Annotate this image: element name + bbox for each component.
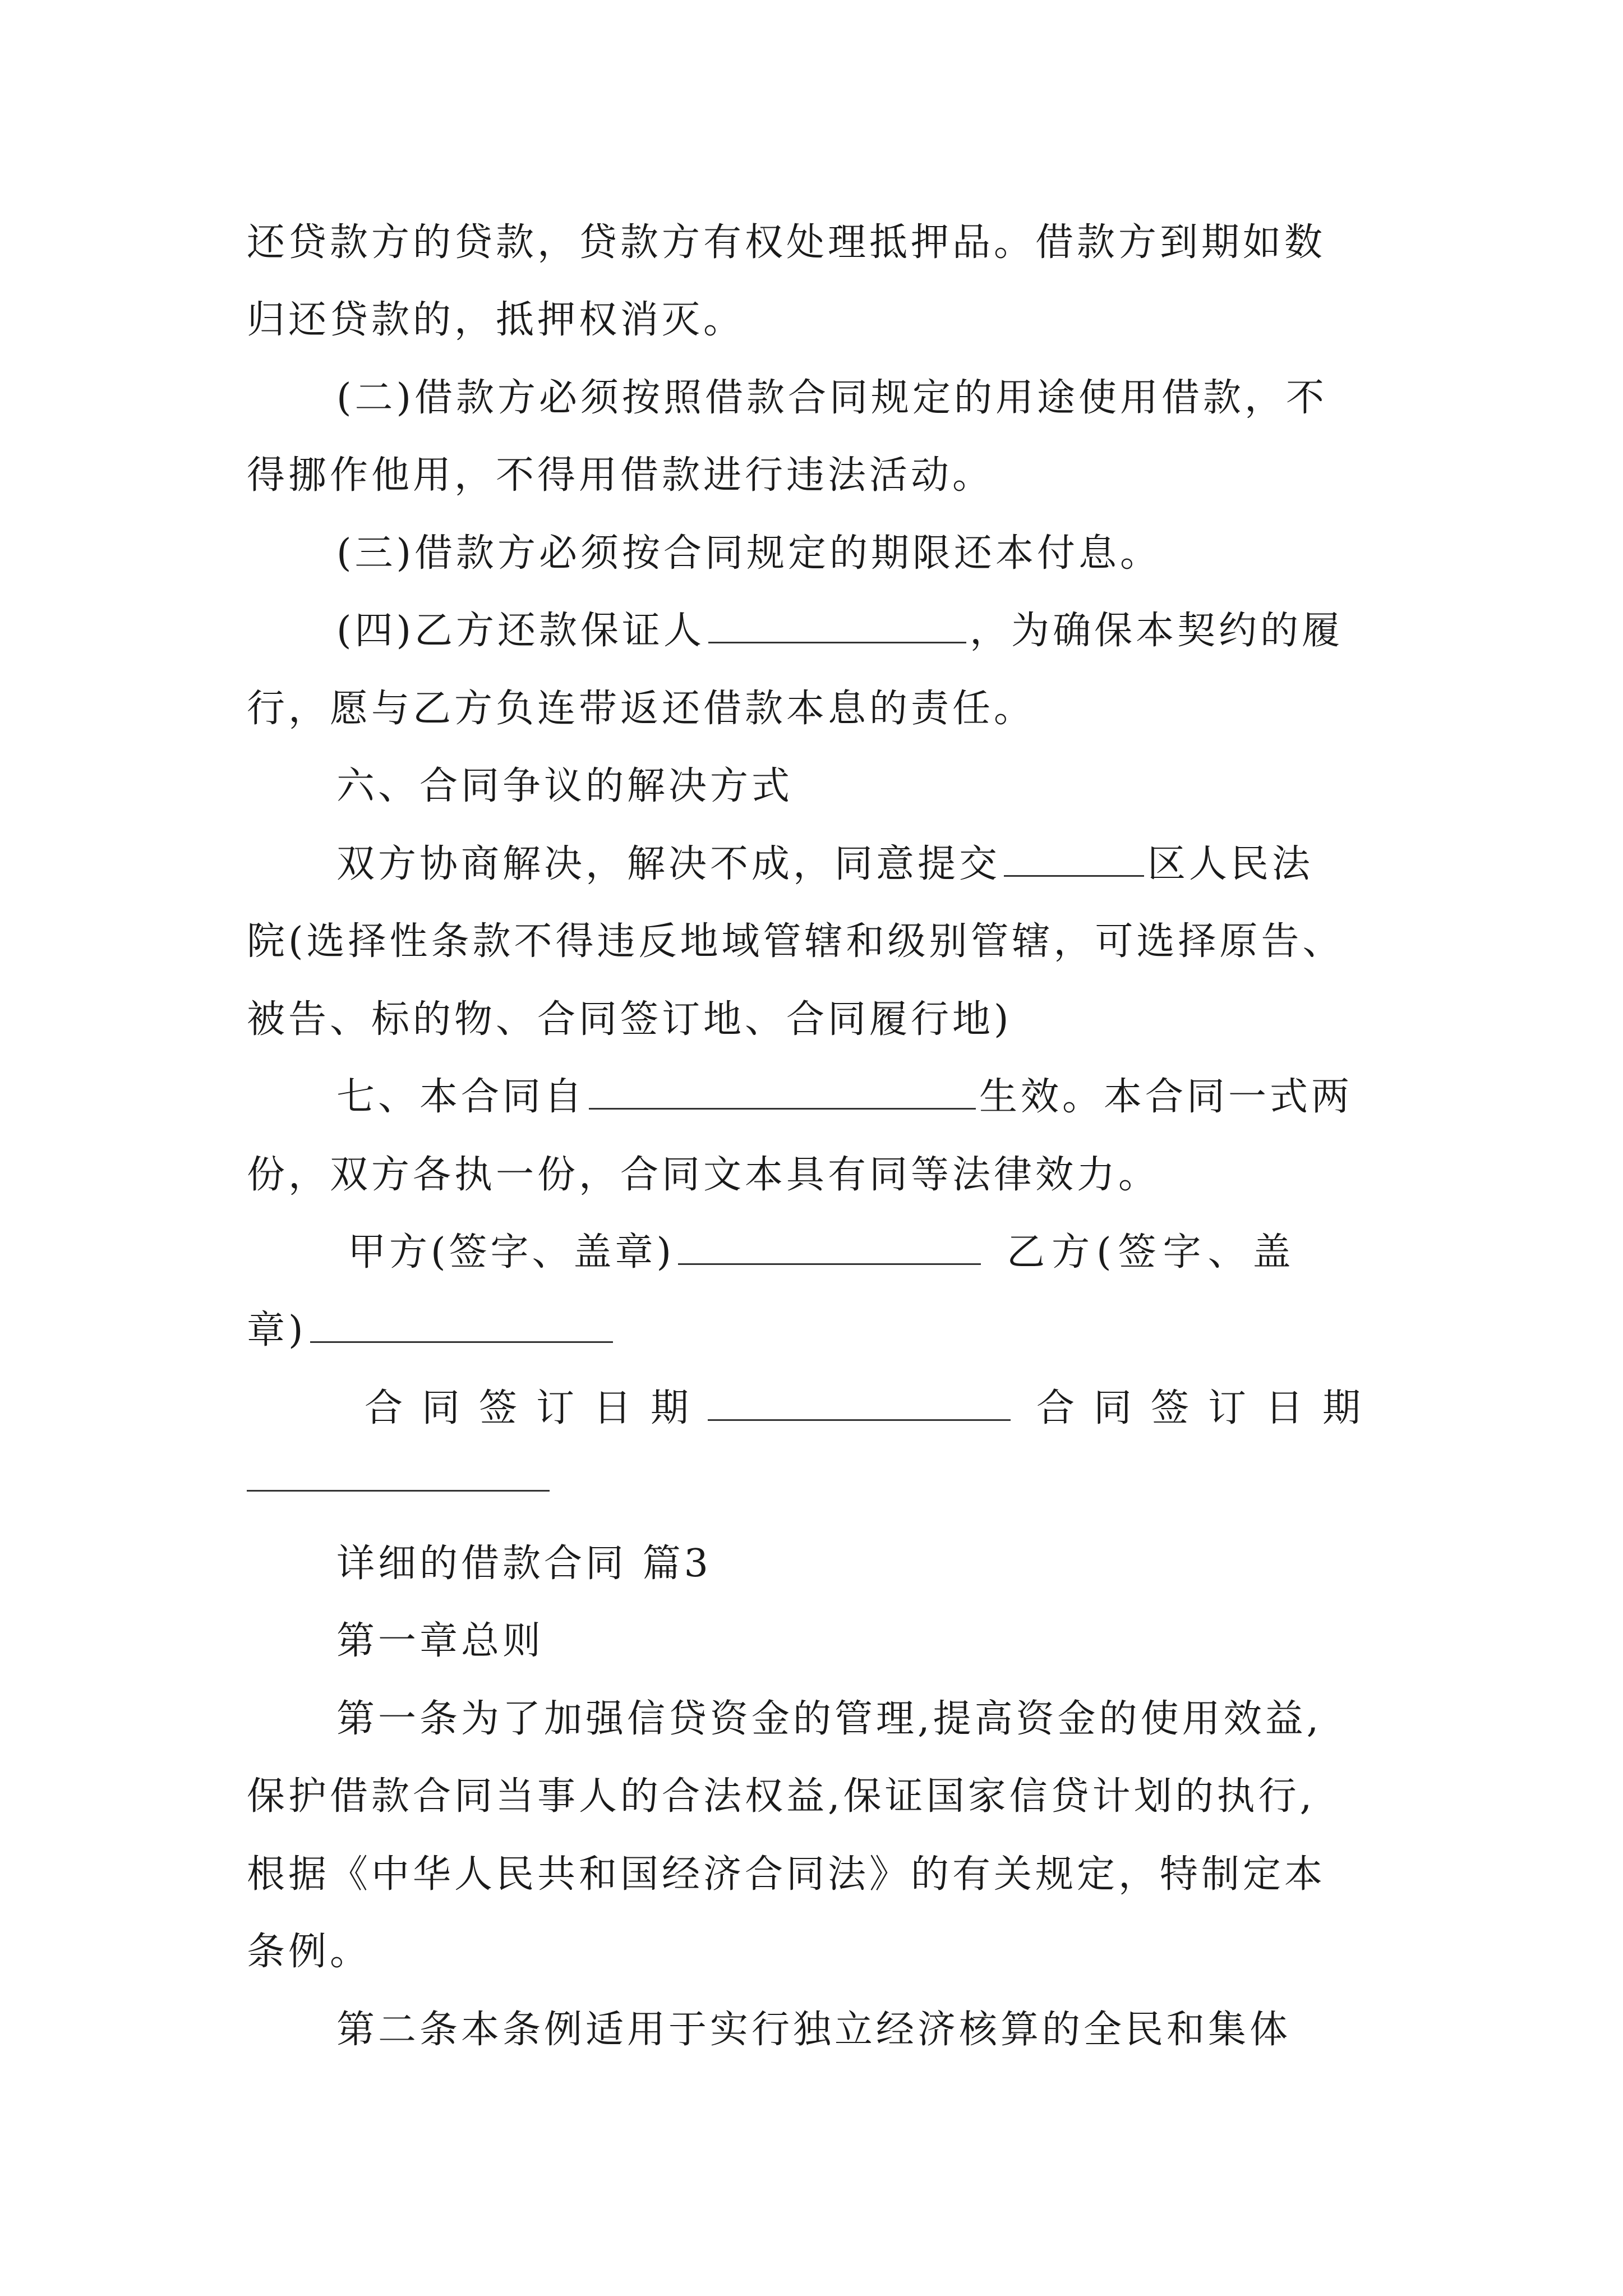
text-line: 还贷款方的贷款，贷款方有权处理抵押品。借款方到期如数 [247,220,1326,265]
court-blank [1004,841,1144,877]
signing-date-blank-a [708,1386,1011,1421]
party-b-label-end: 章) [247,1308,307,1352]
article-title: 详细的借款合同 篇3 [336,1542,712,1586]
text-line: 第一条为了加强信贷资金的管理,提高资金的使用效益, [336,1697,1322,1741]
text-line: 行，愿与乙方负连带返还借款本息的责任。 [247,687,1036,731]
text-line: (三)借款方必须按合同规定的期限还本付息。 [336,531,1162,576]
text-line [336,839,1313,890]
party-b-signature-blank [310,1308,613,1343]
chapter-title: 第一章总则 [336,1619,545,1663]
signing-date-line [365,1383,1380,1434]
text-line: 得挪作他用，不得用借款进行违法活动。 [247,453,994,498]
text-line: 份，双方各执一份，合同文本具有同等法律效力。 [247,1153,1160,1197]
text-segment: 生效。本合同一式两 [979,1075,1353,1119]
signing-date-blank-b [247,1490,550,1492]
signing-date-label-b: 合同签订日期 [1036,1386,1380,1430]
text-line [336,606,1343,656]
text-line [336,1072,1353,1122]
text-line: 条例。 [247,1930,372,1974]
text-line: 根据《中华人民共和国经济合同法》的有关规定，特制定本 [247,1852,1326,1897]
text-line: (二)借款方必须按照借款合同规定的用途使用借款，不 [336,376,1328,420]
party-b-label: 乙方(签字、盖 [1007,1230,1298,1274]
party-a-signature-blank [678,1230,981,1265]
section-heading: 六、合同争议的解决方式 [336,764,794,808]
text-segment: ，为确保本契约的履 [970,609,1344,653]
text-line: 第二条本条例适用于实行独立经济核算的全民和集体 [336,2008,1292,2052]
text-line: 院(选择性条款不得违反地域管辖和级别管辖，可选择原告、 [247,919,1344,964]
text-line [247,1305,616,1356]
text-segment: (四)乙方还款保证人 [336,609,706,653]
signing-date-label-a: 合同签订日期 [365,1386,708,1430]
text-line: 归还贷款的，抵押权消灭。 [247,298,745,342]
effective-date-blank [589,1074,976,1110]
text-segment: 七、本合同自 [336,1075,586,1119]
text-segment: 双方协商解决，解决不成，同意提交 [336,842,1001,886]
party-a-label: 甲方(签字、盖章) [348,1230,675,1274]
text-segment: 区人民法 [1147,842,1314,886]
text-line: 被告、标的物、合同签订地、合同履行地) [247,997,1012,1042]
guarantor-blank [708,608,966,643]
text-line: 保护借款合同当事人的合法权益,保证国家信贷计划的执行, [247,1774,1316,1819]
signature-line [348,1227,1298,1278]
